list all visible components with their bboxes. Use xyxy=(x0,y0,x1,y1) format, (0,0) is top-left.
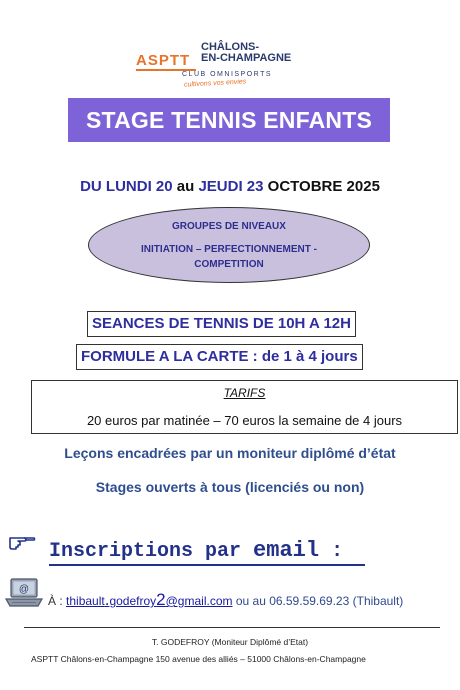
contact-prefix: À : xyxy=(48,594,67,608)
email-link[interactable] xyxy=(66,590,233,609)
inscriptions-underline xyxy=(49,564,365,566)
pointing-hand-icon xyxy=(8,530,36,552)
title-banner xyxy=(68,98,390,142)
inscriptions-colon: : xyxy=(319,540,344,563)
open-info: Stages ouverts à tous (licenciés ou non) xyxy=(95,479,365,495)
dates-connector: au xyxy=(172,178,199,195)
logo-slogan: cultivons vos envies xyxy=(183,78,247,89)
dates-month: OCTOBRE 2025 xyxy=(263,178,380,195)
dates-start: DU LUNDI 20 xyxy=(80,178,173,195)
levels-heading: GROUPES DE NIVEAUX xyxy=(172,221,286,232)
page-title: STAGE TENNIS ENFANTS xyxy=(86,106,372,133)
club-logo xyxy=(136,40,336,90)
email-dot: . xyxy=(104,590,110,609)
tarifs-heading: TARIFS xyxy=(223,386,266,400)
svg-text:@: @ xyxy=(18,584,30,595)
logo-city-line2: EN-CHAMPAGNE xyxy=(201,52,292,64)
laptop-icon xyxy=(3,575,45,611)
inscriptions-heading xyxy=(49,538,343,563)
logo-city-line1: CHÂLONS- xyxy=(201,41,260,53)
footer-author: T. GODEFROY (Moniteur Diplômé d’Etat) xyxy=(151,637,309,647)
email-part2: godefroy xyxy=(109,594,157,608)
inscriptions-text: Inscriptions par xyxy=(49,540,242,563)
email-part3: @gmail.com xyxy=(165,594,233,608)
contact-line xyxy=(48,590,403,610)
event-dates xyxy=(0,178,460,195)
contact-suffix: ou au xyxy=(232,594,270,608)
email-part1: thibault xyxy=(66,594,105,608)
tarifs-box xyxy=(31,380,458,434)
logo-brand: ASPTT xyxy=(136,52,191,69)
dates-end: JEUDI 23 xyxy=(198,178,264,195)
lessons-info: Leçons encadrées par un moniteur diplômé d’état xyxy=(64,445,396,461)
sessions-box: SEANCES DE TENNIS DE 10H A 12H xyxy=(87,311,356,337)
tarifs-price: 20 euros par matinée – 70 euros la semaine de 4 jours xyxy=(86,413,403,428)
levels-ellipse xyxy=(88,207,370,283)
levels-line1: INITIATION – PERFECTIONNEMENT - xyxy=(141,244,317,255)
formula-box: FORMULE A LA CARTE : de 1 à 4 jours xyxy=(76,344,363,370)
inscriptions-email-word: email xyxy=(253,538,320,563)
logo-club: CLUB OMNISPORTS xyxy=(182,71,273,78)
contact-phone[interactable]: 06.59.59.69.23 (Thibault) xyxy=(269,594,404,608)
footer-divider xyxy=(24,627,440,628)
email-digit: 2 xyxy=(156,590,166,609)
levels-line2: COMPETITION xyxy=(194,259,264,270)
footer-address: ASPTT Châlons-en-Champagne 150 avenue des alliés – 51000 Châlons-en-Champagne xyxy=(31,654,366,664)
